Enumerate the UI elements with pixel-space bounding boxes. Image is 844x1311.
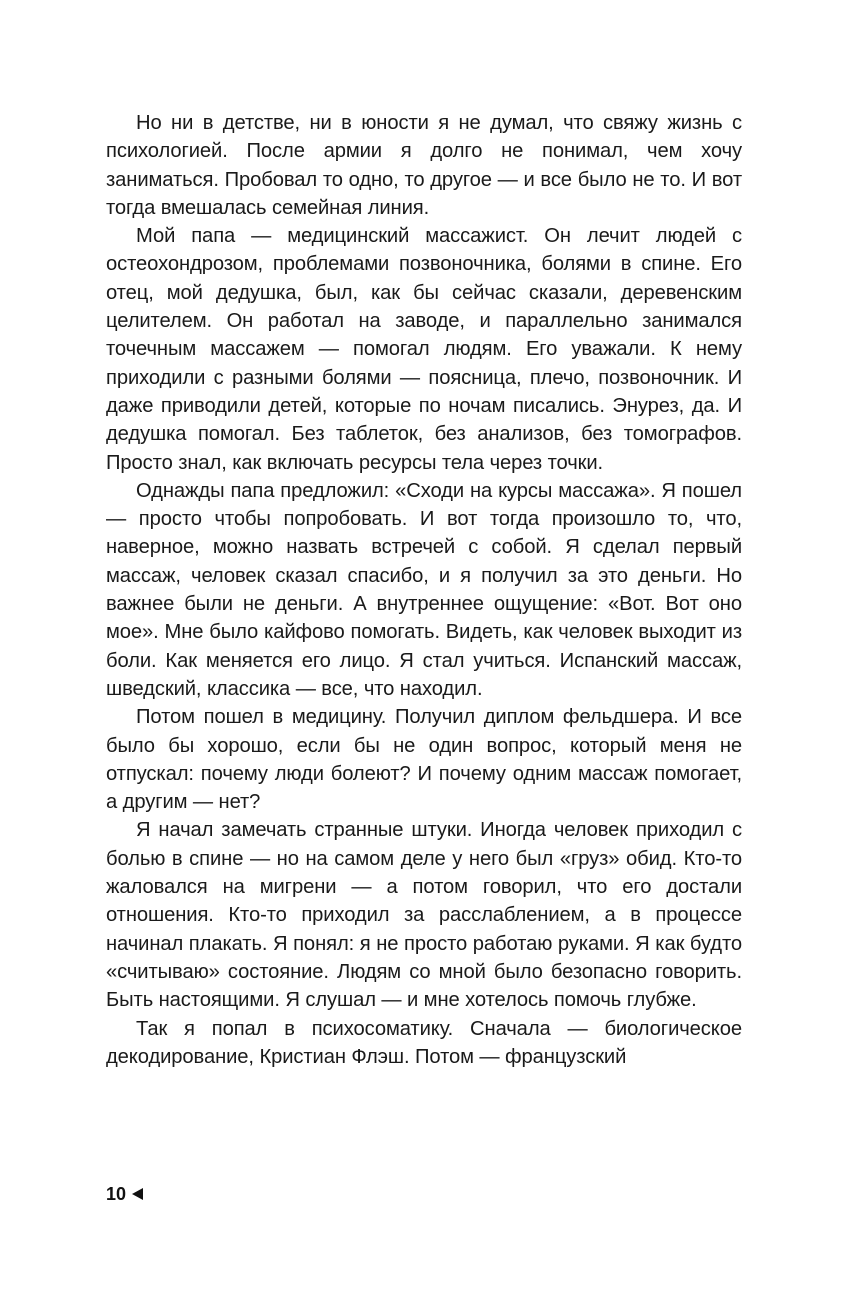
paragraph: Потом пошел в медицину. Получил диплом фельдшера. И все было бы хорошо, если бы не один вопрос, который меня не отпускал: почему люди болеют? И почему одним массаж помогает, а другим — нет?: [106, 706, 742, 814]
paragraph: Так я попал в психосоматику. Сначала — биологическое декодирование, Кристиан Флэш. Потом — французский: [106, 1017, 742, 1068]
text-column: [106, 109, 742, 1071]
paragraph: Я начал замечать странные штуки. Иногда человек приходил с болью в спине — но на самом деле у него был «груз» обид. Кто-то жаловался на мигрени — а потом говорил, что его достали отношения. Кто-то приходил за расслаблением, а в процессе начинал плакать. Я понял: я не просто работаю руками. Я как будто «считываю» состояние. Людям со мной было безопасно говорить. Быть настоящими. Я слушал — и мне хотелось помочь глубже.: [106, 819, 742, 1012]
page-footer: [106, 1182, 143, 1206]
page-number: 10: [106, 1184, 127, 1204]
paragraph: Мой папа — медицинский массажист. Он лечит людей с остеохондрозом, проблемами позвоночника, болями в спине. Его отец, мой дедушка, был, как бы сейчас сказали, деревенским целителем. Он работал на заводе, и параллельно занимался точечным массажем — помогал людям. Его уважали. К нему приходили с разными болями — поясница, плечо, позвоночник. И даже приводили детей, которые по ночам писались. Энурез, да. И дедушка помогал. Без таблеток, без анализов, без томографов. Просто знал, как включать ресурсы тела через точки.: [106, 225, 742, 474]
left-triangle-icon: [132, 1188, 143, 1200]
paragraph: Но ни в детстве, ни в юности я не думал, что свяжу жизнь с психологией. После армии я долго не понимал, чем хочу заниматься. Пробовал то одно, то другое — и все было не то. И вот тогда вмешалась семейная линия.: [106, 112, 742, 219]
paragraph: Однажды папа предложил: «Сходи на курсы массажа». Я пошел — просто чтобы попробовать. И вот тогда произошло то, что, наверное, можно назвать встречей с собой. Я сделал первый массаж, человек сказал спасибо, и я получил за это деньги. Но важнее были не деньги. А внутреннее ощущение: «Вот. Вот оно мое». Мне было кайфово помогать. Видеть, как человек выходит из боли. Как меняется его лицо. Я стал учиться. Испанский массаж, шведский, классика — все, что находил.: [106, 479, 742, 700]
